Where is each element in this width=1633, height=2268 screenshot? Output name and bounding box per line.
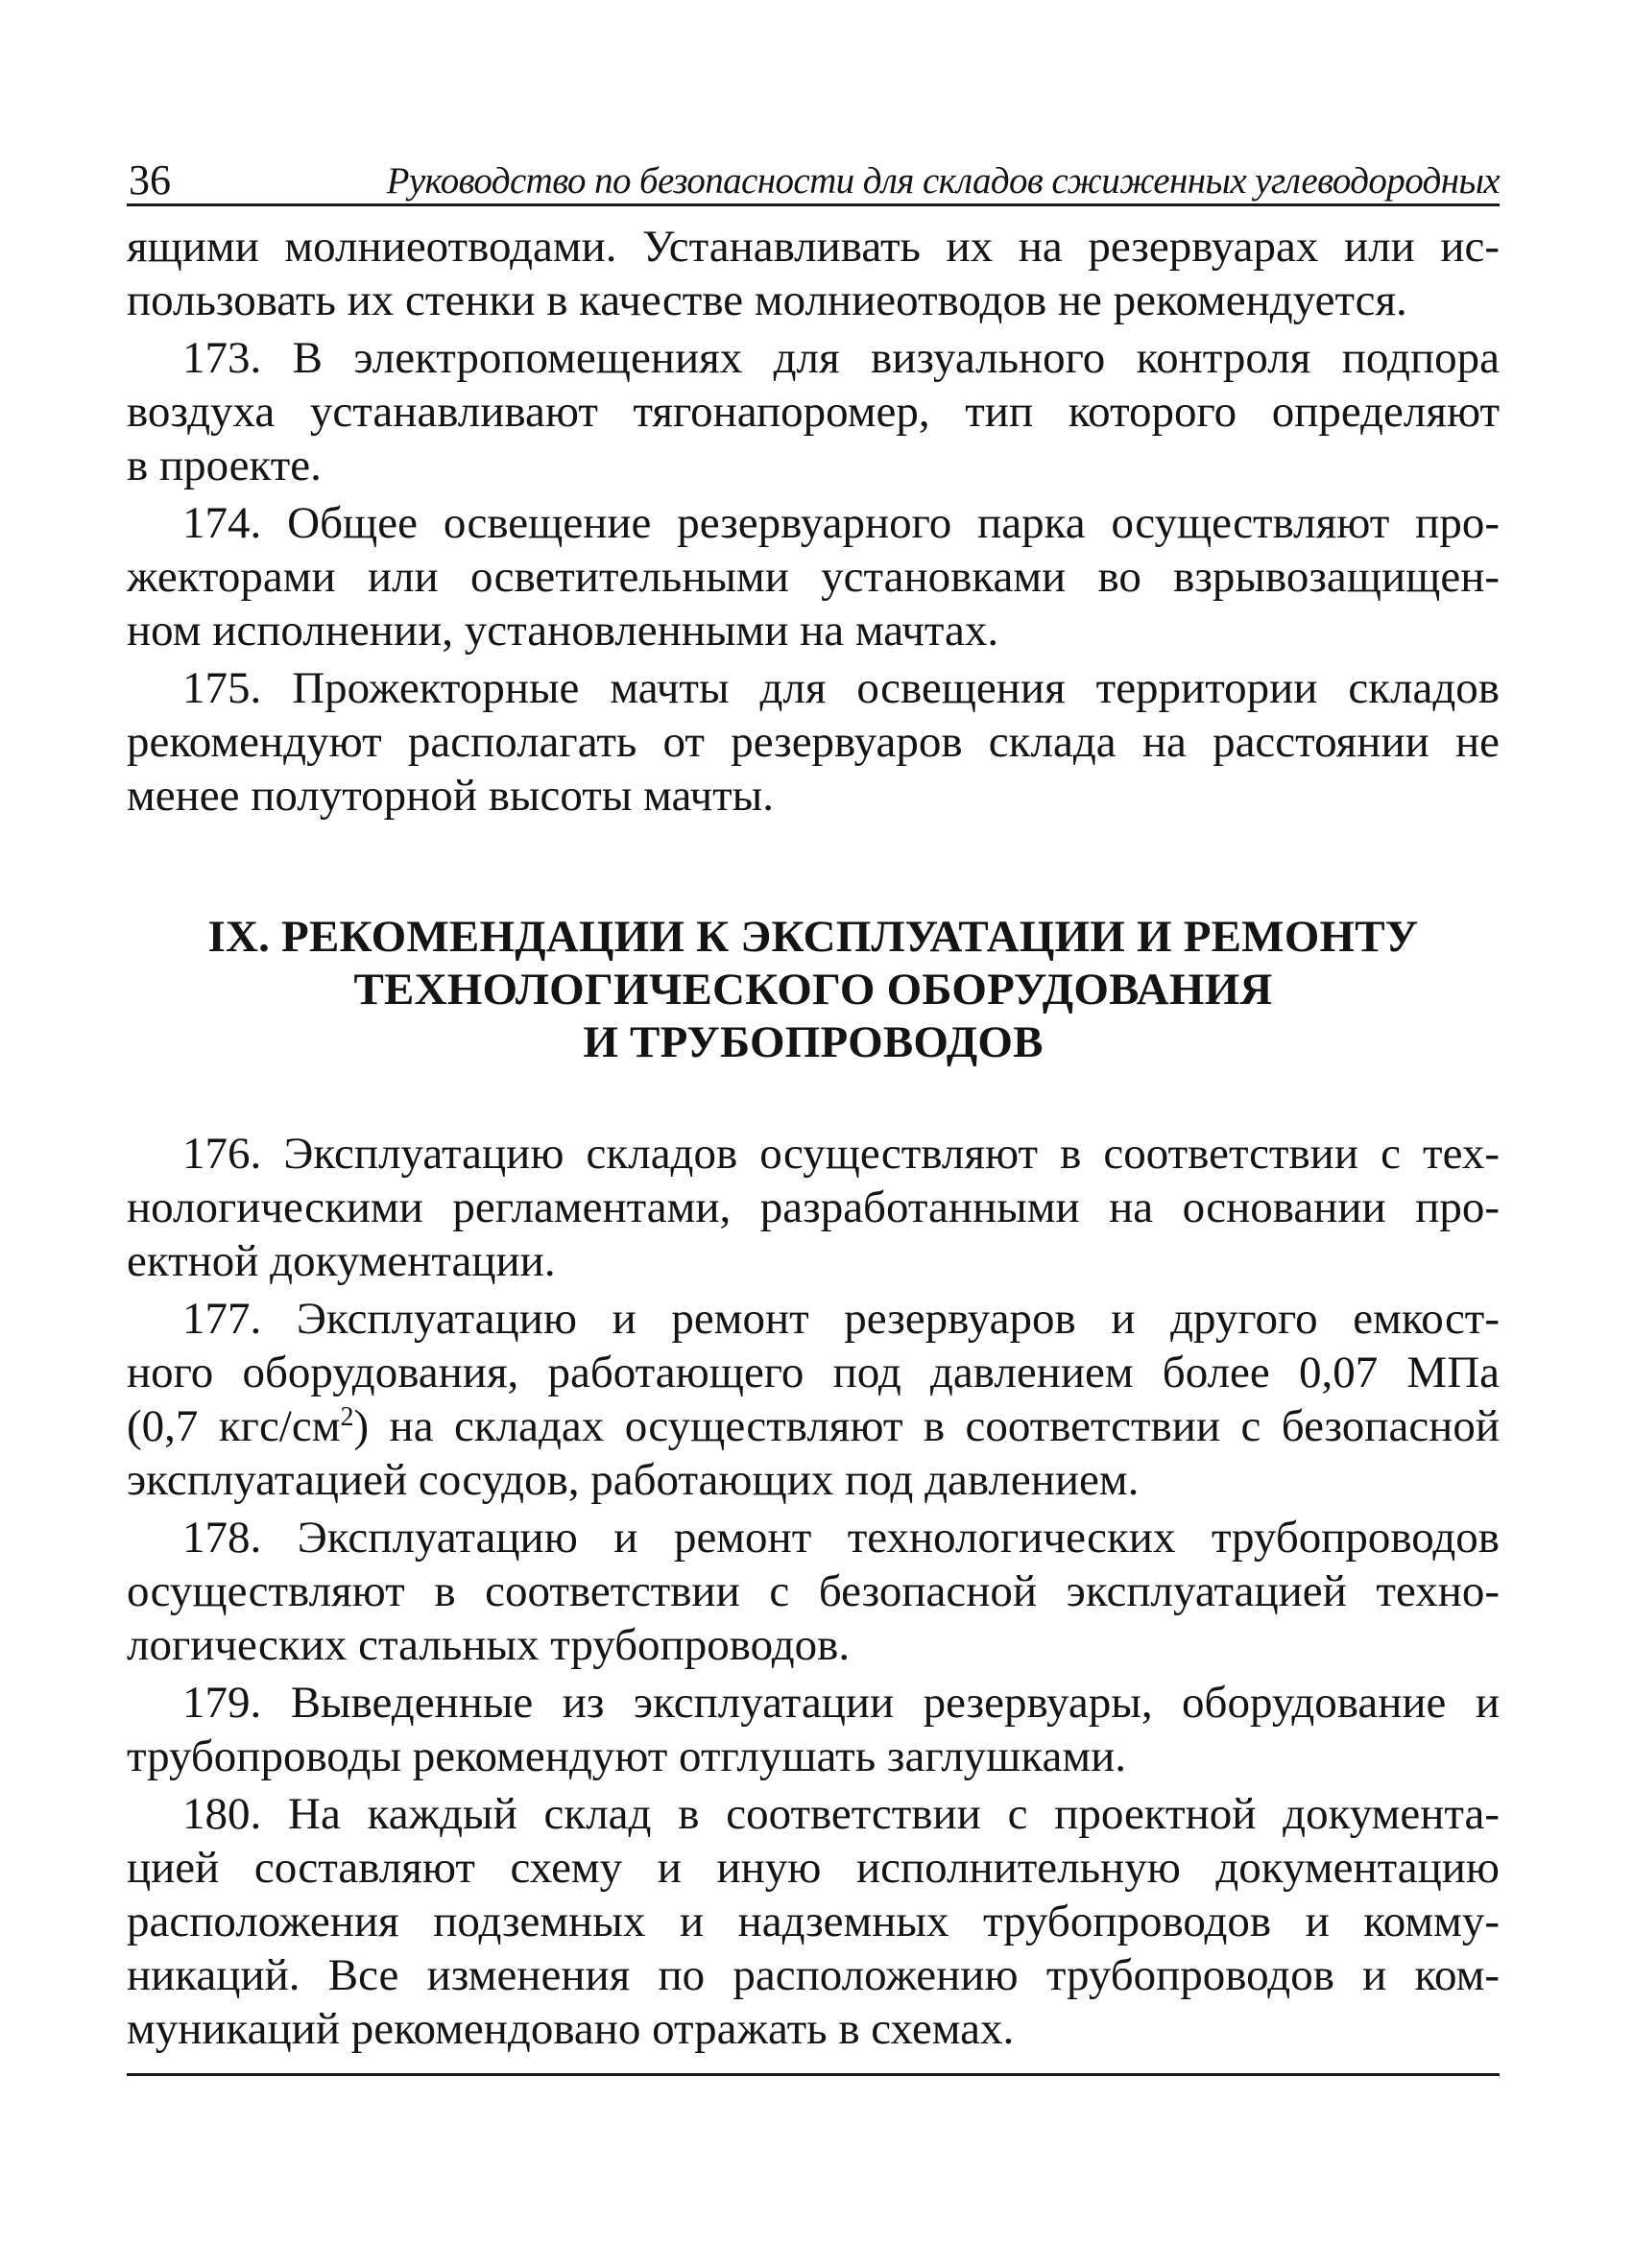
text-line: 173. В электропомещениях для визуального контроля подпора (182, 333, 1500, 383)
text-line-with-superscript (127, 1399, 1500, 1453)
book-page (127, 144, 1500, 2060)
text-line: менее полуторной высоты мачты. (127, 771, 774, 821)
text-fragment: (0,7 кгс/см (127, 1401, 341, 1451)
superscript: 2 (340, 1402, 354, 1432)
paragraph-180 (127, 1787, 1500, 2056)
body-text (127, 220, 1500, 2056)
running-title: Руководство по безопасности для складов сжиженных углеводородных (386, 160, 1500, 202)
text-line: никаций. Все изменения по расположению трубопроводов и ком- (127, 1950, 1500, 2000)
text-line: в проекте. (127, 441, 322, 490)
text-line: ящими молниеотводами. Устанавливать их на резервуарах или ис- (127, 222, 1500, 272)
paragraph-173 (127, 331, 1500, 492)
text-line: пользовать их стенки в качестве молниеотводов не рекомендуется. (127, 275, 1407, 325)
text-line: 174. Общее освещение резервуарного парка осуществляют про- (182, 498, 1500, 548)
text-line: ного оборудования, работающего под давлением более 0,07 МПа (127, 1348, 1500, 1397)
paragraph-174 (127, 496, 1500, 657)
text-line: 178. Эксплуатацию и ремонт технологических трубопроводов (182, 1513, 1500, 1563)
page-number: 36 (129, 156, 171, 203)
text-line: 180. На каждый склад в соответствии с проектной документа- (182, 1789, 1500, 1839)
paragraph-continuation (127, 220, 1500, 327)
text-line: воздуха устанавливают тягонапоромер, тип которого определяют (127, 387, 1500, 437)
text-line: трубопроводы рекомендуют отглушать заглушками. (127, 1731, 1126, 1781)
text-line: осуществляют в соответствии с безопасной эксплуатацией техно- (127, 1566, 1500, 1616)
text-line: муникаций рекомендовано отражать в схемах. (127, 2004, 1015, 2054)
text-line: 177. Эксплуатацию и ремонт резервуаров и другого емкост- (182, 1294, 1500, 1344)
heading-line: И ТРУБОПРОВОДОВ (583, 1017, 1044, 1067)
text-line: рекомендуют располагать от резервуаров склада на расстоянии не (127, 717, 1500, 767)
text-line: цией составляют схему и иную исполнительную документацию (127, 1843, 1500, 1893)
text-line: 176. Эксплуатацию складов осуществляют в соответствии с тех- (182, 1129, 1500, 1179)
text-line: нологическими регламентами, разработанными на основании про- (127, 1182, 1500, 1232)
paragraph-179 (127, 1676, 1500, 1783)
text-line: расположения подземных и надземных трубопроводов и комму- (127, 1897, 1500, 1946)
section-heading (127, 911, 1500, 1069)
heading-line: ТЕХНОЛОГИЧЕСКОГО ОБОРУДОВАНИЯ (353, 965, 1273, 1015)
text-line: ектной документации. (127, 1236, 556, 1286)
text-line: ном исполнении, установленными на мачтах. (127, 606, 999, 656)
footer-rule (127, 2073, 1500, 2076)
paragraph-178 (127, 1511, 1500, 1672)
text-line: логических стальных трубопроводов. (127, 1620, 851, 1670)
text-line: 175. Прожекторные мачты для освещения территории складов (182, 663, 1500, 713)
paragraph-176 (127, 1127, 1500, 1288)
paragraph-177 (127, 1292, 1500, 1507)
text-fragment: ) на складах осуществляют в соответствии с безопасной (353, 1401, 1500, 1451)
running-header (127, 144, 1500, 206)
heading-line: IX. РЕКОМЕНДАЦИИ К ЭКСПЛУАТАЦИИ И РЕМОНТУ (207, 912, 1419, 962)
text-line: эксплуатацией сосудов, работающих под давлением. (127, 1455, 1140, 1505)
text-line: 179. Выведенные из эксплуатации резервуары, оборудование и (182, 1678, 1500, 1728)
text-line: жекторами или осветительными установками во взрывозащищен- (127, 552, 1500, 602)
paragraph-175 (127, 661, 1500, 823)
